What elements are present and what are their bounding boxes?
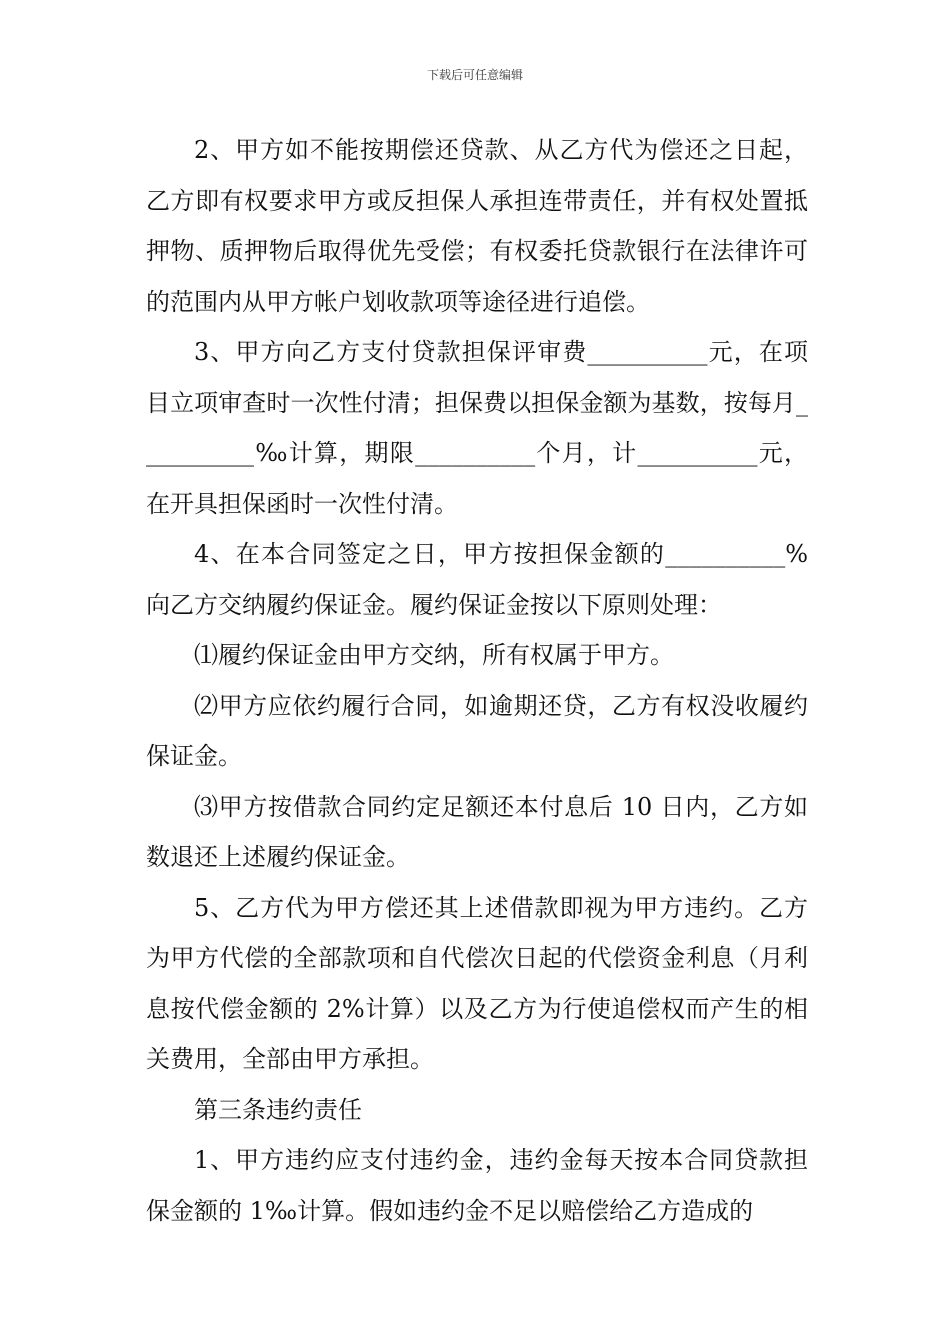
deposit-item-3: ⑶甲方按借款合同约定足额还本付息后 10 日内，乙方如数退还上述履约保证金。 [146, 792, 808, 871]
page-header: 下载后可任意编辑 [426, 68, 523, 82]
deposit-item-2: ⑵甲方应依约履行合同，如逾期还贷，乙方有权没收履约保证金。 [146, 691, 808, 770]
article-3-heading: 第三条违约责任 [194, 1095, 362, 1124]
liability-clause-1: 1、甲方违约应支付违约金，违约金每天按本合同贷款担保金额的 1‰计算。假如违约金不足以赔偿给乙方造成的 [146, 1146, 808, 1225]
document-body [146, 125, 808, 1236]
clause-3-paragraph: 3、甲方向乙方支付贷款担保评审费__________元，在项目立项审查时一次性付清；担保费以担保金额为基数，按每月__________‰计算，期限__________个月，计__________元，在开具担保函时一次性付清。 [146, 338, 808, 518]
clause-2-paragraph: 2、甲方如不能按期偿还贷款、从乙方代为偿还之日起，乙方即有权要求甲方或反担保人承担连带责任，并有权处置抵押物、质押物后取得优先受偿；有权委托贷款银行在法律许可的范围内从甲方帐户划收款项等途径进行追偿。 [146, 136, 808, 316]
clause-5-paragraph: 5、乙方代为甲方偿还其上述借款即视为甲方违约。乙方为甲方代偿的全部款项和自代偿次日起的代偿资金利息（月利息按代偿金额的 2%计算）以及乙方为行使追偿权而产生的相关费用，全部由甲方承担。 [146, 893, 808, 1073]
deposit-item-1: ⑴履约保证金由甲方交纳，所有权属于甲方。 [194, 641, 674, 669]
clause-4-paragraph: 4、在本合同签定之日，甲方按担保金额的__________% 向乙方交纳履约保证金。履约保证金按以下原则处理： [146, 540, 808, 619]
